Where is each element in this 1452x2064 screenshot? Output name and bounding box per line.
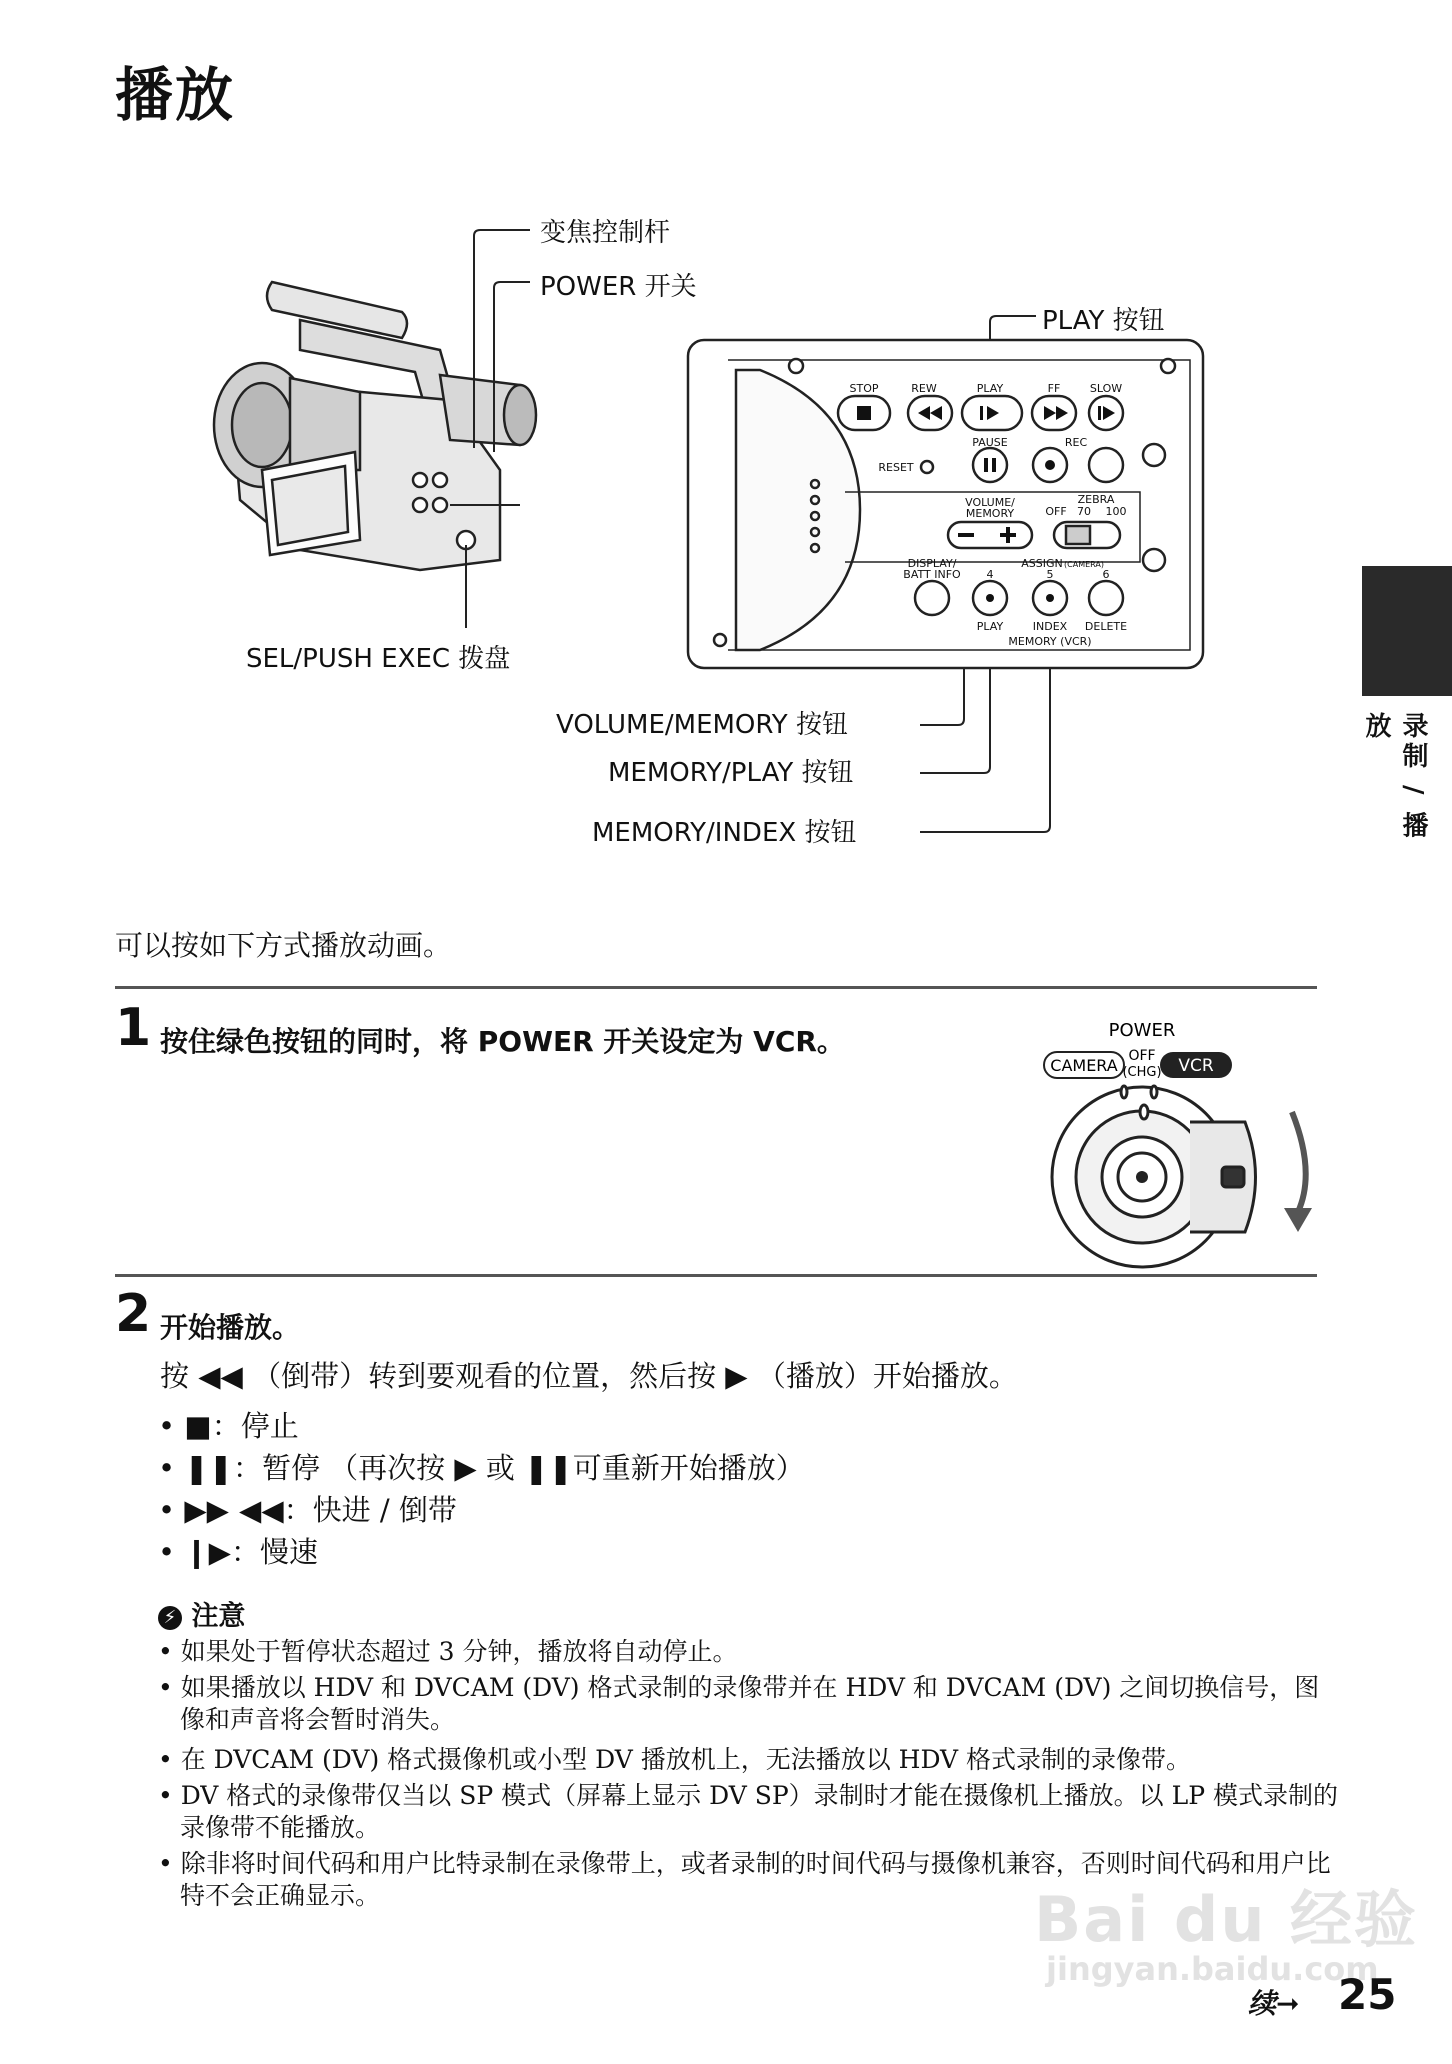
callout-power-switch: POWER 开关 bbox=[540, 272, 697, 302]
bullet-pause-or: 或 bbox=[485, 1451, 515, 1485]
caution-icon: ⚡ bbox=[158, 1606, 182, 1630]
power-dial-title: POWER bbox=[1108, 1020, 1176, 1041]
pause-icon: ❚❚ bbox=[524, 1451, 573, 1485]
bullet-pause: • ❚❚：暂停 （再次按 ▶ 或 ❚❚可重新开始播放） bbox=[158, 1451, 805, 1485]
note-text: 如果播放以 HDV 和 DVCAM (DV) 格式录制的录像带并在 HDV 和 DVCAM (DV) 之间切换信号，图像和声音将会暂时消失。 bbox=[180, 1673, 1320, 1734]
baidu-watermark: Bai du 经验 bbox=[1034, 1883, 1419, 1956]
play-icon: ▶ bbox=[725, 1359, 748, 1393]
panel-label-zebra: ZEBRA bbox=[1077, 493, 1115, 506]
panel-label-zebra-100: 100 bbox=[1105, 505, 1127, 518]
panel-label-volume-memory: MEMORY bbox=[965, 507, 1015, 520]
off-label: OFF bbox=[1128, 1048, 1156, 1064]
notes-heading-text: 注意 bbox=[191, 1601, 246, 1632]
section-label: 录制 / 播放 bbox=[1361, 712, 1428, 842]
note-item: • 如果处于暂停状态超过 3 分钟，播放将自动停止。 bbox=[158, 1637, 738, 1666]
callout-sel-push-dial: SEL/PUSH EXEC 拨盘 bbox=[246, 644, 511, 674]
callout-volume-memory: VOLUME/MEMORY 按钮 bbox=[556, 710, 848, 740]
bullet-stop: • ■：停止 bbox=[158, 1409, 299, 1443]
play-icon: ▶ bbox=[454, 1451, 477, 1485]
panel-label-6: 6 bbox=[1102, 568, 1110, 581]
step-2-number: 2 bbox=[115, 1284, 152, 1344]
vcr-label: VCR bbox=[1178, 1056, 1214, 1076]
step-2-detail bbox=[160, 1354, 1018, 1395]
bullet-stop-text: ：停止 bbox=[211, 1409, 299, 1443]
panel-label-zebra-70: 70 bbox=[1077, 505, 1091, 518]
panel-label-stop: STOP bbox=[849, 382, 879, 395]
note-text: 在 DVCAM (DV) 格式摄像机或小型 DV 播放机上，无法播放以 HDV 格式录制的录像带。 bbox=[180, 1745, 1192, 1774]
panel-label-memory-vcr: MEMORY (VCR) bbox=[1008, 635, 1092, 648]
step-2-detail-a: 按 bbox=[160, 1359, 190, 1393]
note-text: 除非将时间代码和用户比特录制在录像带上，或者录制的时间代码与摄像机兼容，否则时间代码和用户比特不会正确显示。 bbox=[180, 1849, 1331, 1910]
callout-zoom-lever: 变焦控制杆 bbox=[540, 218, 671, 248]
panel-label-4: 4 bbox=[986, 568, 994, 581]
panel-label-play-bottom: PLAY bbox=[976, 620, 1004, 633]
page-number: 25 bbox=[1338, 1970, 1397, 2019]
callout-memory-play: MEMORY/PLAY 按钮 bbox=[608, 758, 854, 788]
panel-label-pause: PAUSE bbox=[972, 436, 1008, 449]
panel-label-play: PLAY bbox=[976, 382, 1004, 395]
panel-label-display: DISPLAY/ bbox=[907, 557, 957, 570]
panel-label-index: INDEX bbox=[1032, 620, 1068, 633]
note-item: • 除非将时间代码和用户比特录制在录像带上，或者录制的时间代码与摄像机兼容，否则时间代码和用户比特不会正确显示。 bbox=[158, 1849, 1331, 1910]
baidu-watermark-url: jingyan.baidu.com bbox=[1046, 1950, 1379, 1988]
note-item: • 在 DVCAM (DV) 格式摄像机或小型 DV 播放机上，无法播放以 HDV 格式录制的录像带。 bbox=[158, 1745, 1192, 1774]
panel-label-zebra-off: OFF bbox=[1045, 505, 1067, 518]
step-2-detail-b: （倒带）转到要观看的位置，然后按 bbox=[252, 1359, 717, 1393]
camera-label: CAMERA bbox=[1050, 1056, 1118, 1075]
notes-heading bbox=[158, 1594, 245, 1633]
step-2-detail-c: （播放）开始播放。 bbox=[756, 1359, 1018, 1393]
control-panel bbox=[688, 340, 1203, 668]
pause-icon: ❚❚ bbox=[184, 1451, 233, 1485]
divider bbox=[115, 986, 1317, 989]
stop-icon: ■ bbox=[184, 1409, 212, 1443]
note-item: • DV 格式的录像带仅当以 SP 模式（屏幕上显示 DV SP）录制时才能在摄像机上播放。以 LP 模式录制的录像带不能播放。 bbox=[158, 1781, 1338, 1842]
bullet-slow: • ❙▶：慢速 bbox=[158, 1535, 318, 1569]
chg-label: (CHG) bbox=[1122, 1065, 1162, 1080]
panel-label-volume: VOLUME/ bbox=[965, 496, 1015, 509]
callout-play-button: PLAY 按钮 bbox=[1042, 306, 1165, 336]
panel-label-rec: REC bbox=[1064, 436, 1088, 449]
power-dial-diagram bbox=[1030, 1012, 1330, 1282]
bullet-pause-text-2: 可重新开始播放） bbox=[572, 1451, 805, 1485]
bullet-pause-text: ：暂停 （再次按 bbox=[232, 1451, 446, 1485]
panel-label-assign-camera: (CAMERA) bbox=[1064, 560, 1104, 569]
camcorder-diagram bbox=[0, 0, 1452, 900]
note-item: • 如果播放以 HDV 和 DVCAM (DV) 格式录制的录像带并在 HDV 和 DVCAM (DV) 之间切换信号，图像和声音将会暂时消失。 bbox=[158, 1673, 1320, 1734]
panel-label-assign: ASSIGN bbox=[1021, 557, 1063, 570]
panel-label-ff: FF bbox=[1047, 382, 1061, 395]
panel-label-batt-info: BATT INFO bbox=[903, 568, 961, 581]
step-1-number: 1 bbox=[115, 998, 152, 1058]
step-2-text: 开始播放。 bbox=[160, 1311, 301, 1344]
panel-label-slow: SLOW bbox=[1089, 382, 1123, 395]
callout-memory-index: MEMORY/INDEX 按钮 bbox=[592, 818, 857, 848]
note-text: DV 格式的录像带仅当以 SP 模式（屏幕上显示 DV SP）录制时才能在摄像机上播放。以 LP 模式录制的录像带不能播放。 bbox=[180, 1781, 1338, 1842]
page-title: 播放 bbox=[115, 61, 236, 129]
bullet-ff-rew: • ▶▶ ◀◀：快进 / 倒带 bbox=[158, 1493, 457, 1527]
continued-label: 续➞ bbox=[1248, 1987, 1300, 2020]
panel-label-delete: DELETE bbox=[1084, 620, 1128, 633]
panel-label-rew: REW bbox=[911, 382, 937, 395]
note-text: 如果处于暂停状态超过 3 分钟，播放将自动停止。 bbox=[180, 1637, 738, 1666]
panel-label-reset: RESET bbox=[878, 461, 914, 474]
rewind-icon: ◀◀ bbox=[198, 1359, 243, 1393]
step-1-text: 按住绿色按钮的同时，将 POWER 开关设定为 VCR。 bbox=[160, 1025, 845, 1058]
slow-icon: ❙▶ bbox=[184, 1535, 231, 1569]
camcorder-illustration bbox=[214, 282, 536, 570]
panel-label-5: 5 bbox=[1046, 568, 1054, 581]
fast-forward-rewind-icon: ▶▶ ◀◀ bbox=[184, 1493, 284, 1527]
intro-text: 可以按如下方式播放动画。 bbox=[115, 929, 452, 962]
bullet-ff-rew-text: ：快进 / 倒带 bbox=[283, 1493, 457, 1527]
divider-2 bbox=[115, 1274, 1317, 1277]
bullet-slow-text: ：慢速 bbox=[230, 1535, 318, 1569]
